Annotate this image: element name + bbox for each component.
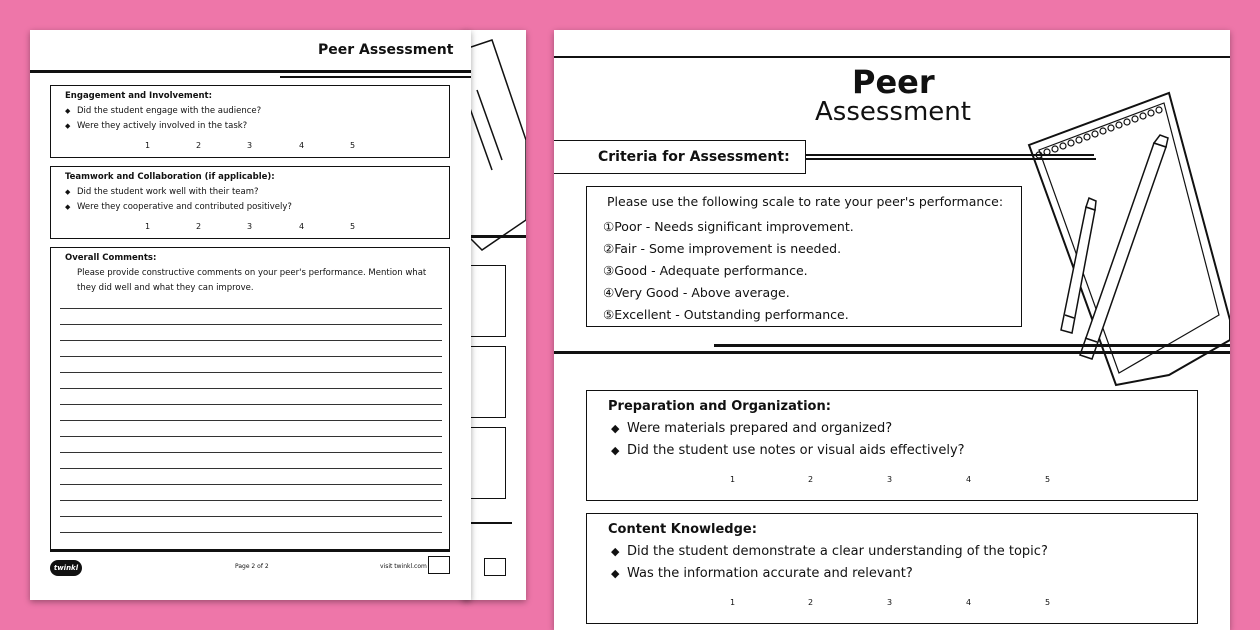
rating-option[interactable]: 3	[887, 598, 893, 607]
scale-item-poor: ①Poor - Needs significant improvement.	[603, 219, 854, 234]
rating-option[interactable]: 1	[145, 222, 151, 231]
rating-scale-legend	[586, 186, 1022, 327]
section-title: Preparation and Organization:	[608, 399, 831, 414]
bullet-item: ◆ Were materials prepared and organized?	[609, 418, 1189, 440]
rating-option[interactable]: 5	[350, 222, 356, 231]
page-header-title: Peer Assessment	[318, 42, 454, 58]
rating-option[interactable]: 4	[966, 598, 972, 607]
scale-intro: Please use the following scale to rate your peer's performance:	[607, 194, 1004, 209]
rating-option[interactable]: 3	[887, 475, 893, 484]
title-assessment: Assessment	[815, 97, 971, 127]
logo-badge	[428, 556, 450, 574]
logo-badge	[484, 558, 506, 576]
header-rule	[30, 70, 471, 73]
footer-rule	[50, 550, 450, 552]
bullet-item: ◆ Did the student engage with the audience?	[65, 104, 435, 119]
back-sheet	[462, 30, 526, 600]
divider	[714, 344, 1230, 347]
divider	[806, 158, 1096, 160]
section-teamwork	[50, 166, 450, 239]
section-title: Engagement and Involvement:	[65, 91, 213, 101]
rating-option[interactable]: 1	[730, 598, 736, 607]
section-engagement	[50, 85, 450, 158]
bullet-item: ◆ Was the information accurate and relevant?	[609, 563, 1189, 585]
header-rule	[280, 76, 471, 78]
rating-option[interactable]: 2	[808, 598, 814, 607]
rating-option[interactable]: 5	[1045, 475, 1051, 484]
section-overall-comments	[50, 247, 450, 550]
page-number: Page 2 of 2	[235, 563, 269, 570]
rating-option[interactable]: 1	[730, 475, 736, 484]
section-content-knowledge	[586, 513, 1198, 624]
section-title: Content Knowledge:	[608, 522, 757, 537]
rating-option[interactable]: 3	[247, 141, 253, 150]
rating-option[interactable]: 4	[966, 475, 972, 484]
section-preparation	[586, 390, 1198, 501]
scale-item-excellent: ⑤Excellent - Outstanding performance.	[603, 307, 849, 322]
twinkl-logo: twinkl	[50, 560, 82, 576]
criteria-label-box	[554, 140, 806, 174]
left-page	[30, 30, 471, 600]
rating-option[interactable]: 5	[1045, 598, 1051, 607]
title-peer: Peer	[852, 63, 935, 101]
rating-option[interactable]: 4	[299, 141, 305, 150]
bullet-item: ◆ Were they actively involved in the task?	[65, 119, 435, 134]
divider	[804, 154, 1094, 156]
scale-item-very-good: ④Very Good - Above average.	[603, 285, 790, 300]
bullet-item: ◆ Did the student demonstrate a clear understanding of the topic?	[609, 541, 1189, 563]
site-link[interactable]: visit twinkl.com	[380, 563, 427, 570]
bullet-item: ◆ Did the student use notes or visual aids effectively?	[609, 440, 1189, 462]
divider	[554, 351, 1230, 354]
rating-option[interactable]: 2	[196, 141, 202, 150]
section-title: Overall Comments:	[65, 253, 157, 263]
scale-item-good: ③Good - Adequate performance.	[603, 263, 808, 278]
right-page	[554, 30, 1230, 630]
section-title: Teamwork and Collaboration (if applicable):	[65, 172, 275, 182]
rating-option[interactable]: 2	[196, 222, 202, 231]
scale-item-fair: ②Fair - Some improvement is needed.	[603, 241, 842, 256]
rating-option[interactable]: 1	[145, 141, 151, 150]
bullet-item: ◆ Did the student work well with their team?	[65, 185, 435, 200]
comments-prompt: Please provide constructive comments on your peer's performance. Mention what they did well and what they can improve.	[77, 268, 427, 293]
divider	[462, 235, 526, 238]
bullet-item: ◆ Were they cooperative and contributed positively?	[65, 200, 435, 215]
rating-option[interactable]: 3	[247, 222, 253, 231]
rating-option[interactable]: 4	[299, 222, 305, 231]
rating-option[interactable]: 2	[808, 475, 814, 484]
rating-option[interactable]: 5	[350, 141, 356, 150]
criteria-label: Criteria for Assessment:	[598, 149, 790, 165]
